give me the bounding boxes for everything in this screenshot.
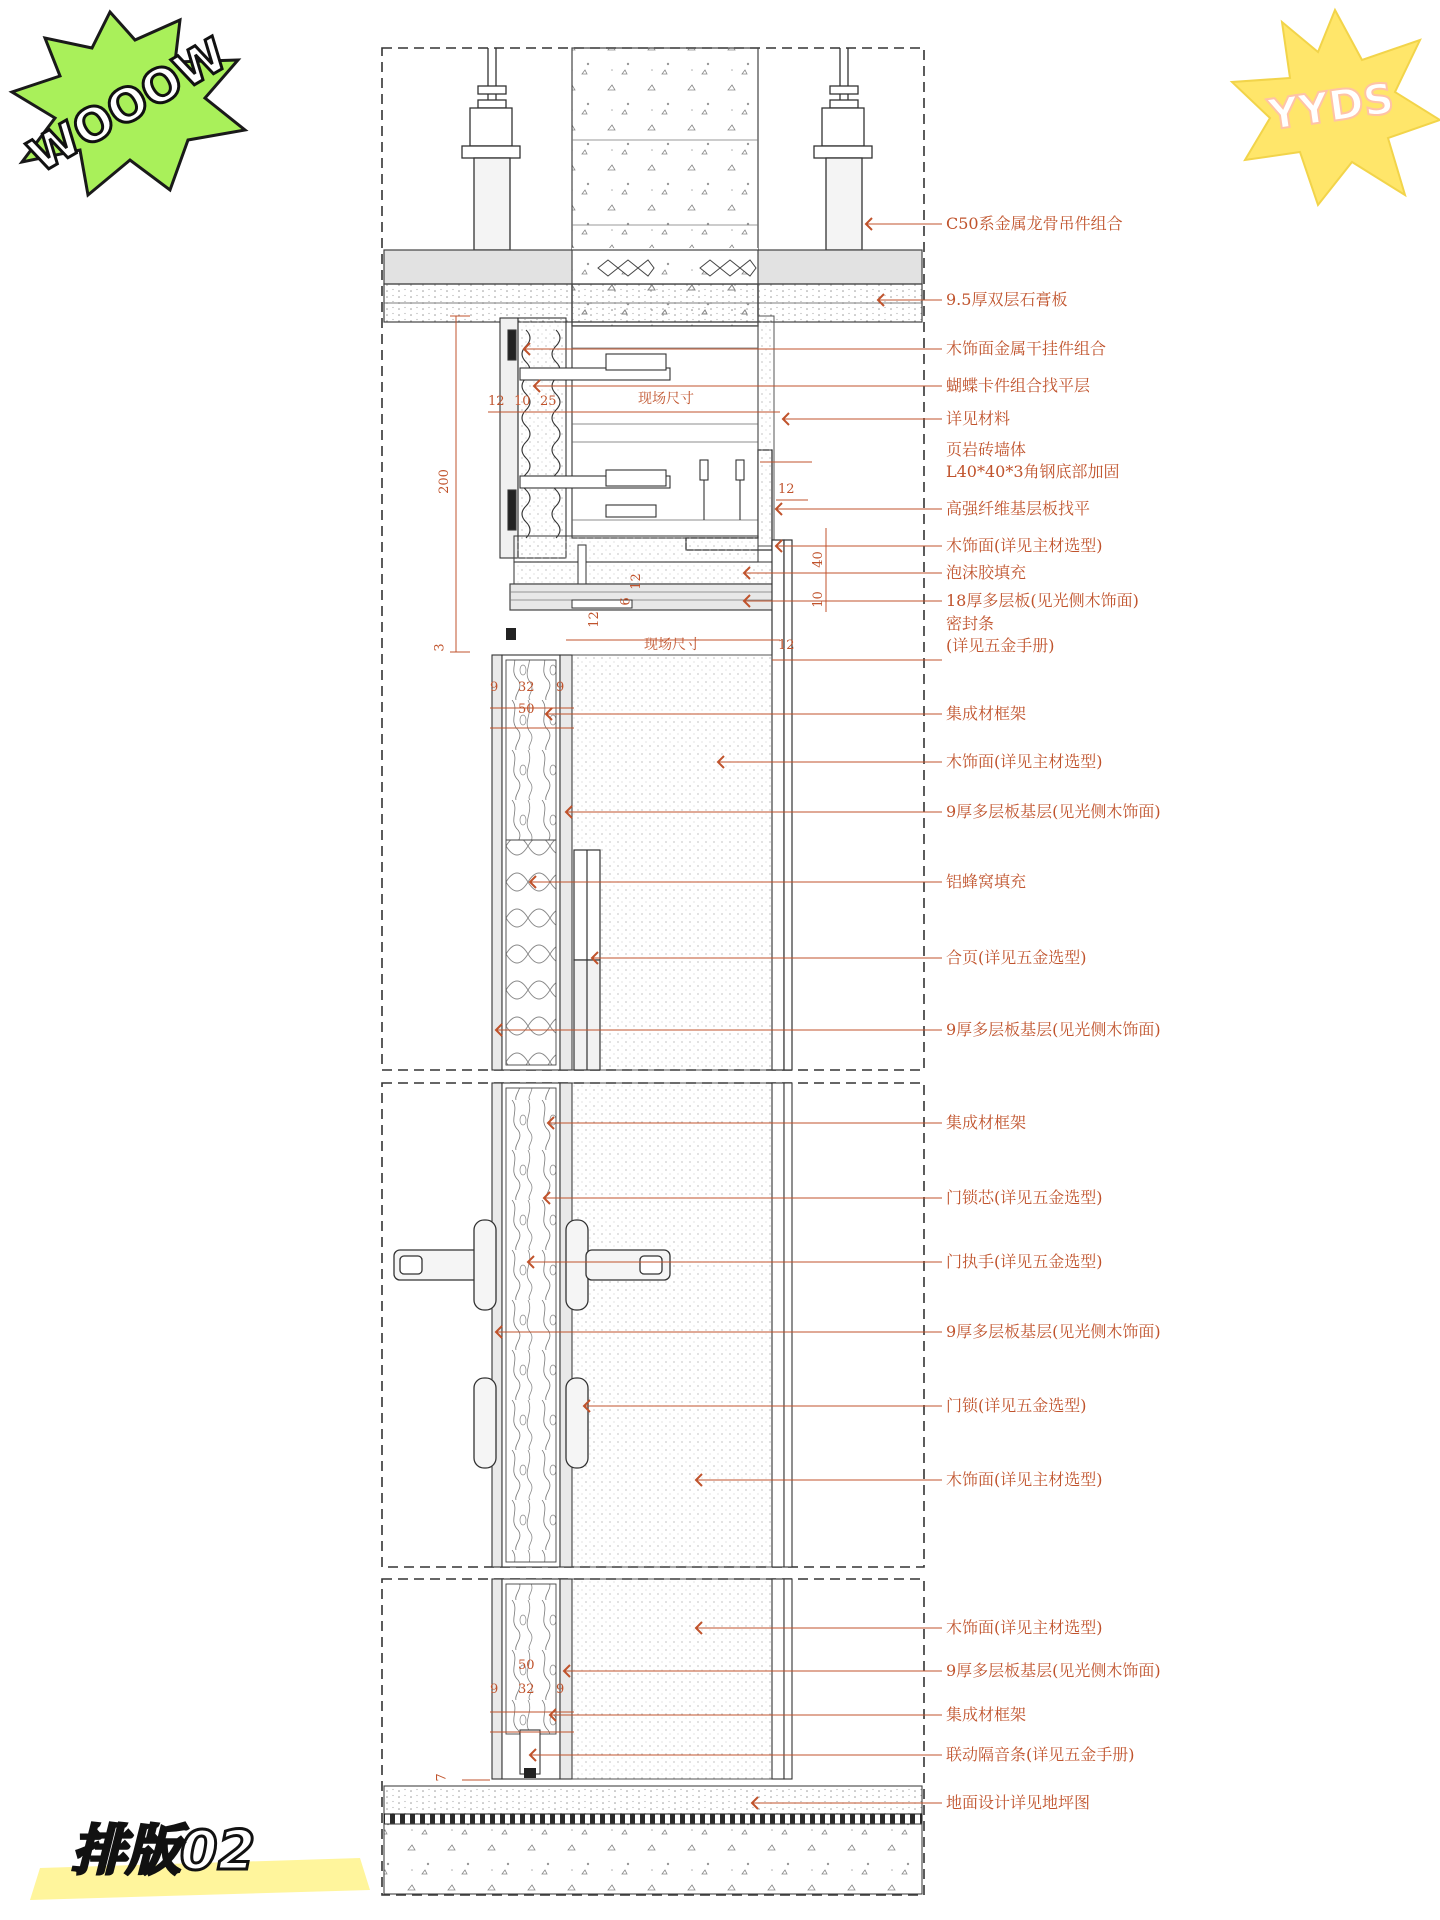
annotation-label: 集成材框架 <box>946 704 1027 723</box>
sealing-strip <box>506 628 516 640</box>
dimension-label: 25 <box>540 394 557 409</box>
annotation-label: 木饰面(详见主材选型) <box>946 752 1103 771</box>
annotation-label: 详见材料 <box>946 409 1011 428</box>
annotation-label: 木饰面(详见主材选型) <box>946 536 1103 555</box>
drop-seal <box>520 1730 540 1774</box>
dimension-label: 200 <box>436 469 452 494</box>
annotation-label: 集成材框架 <box>946 1705 1027 1724</box>
annotation-label: 合页(详见五金选型) <box>946 948 1087 967</box>
annotation-label: 泡沫胶填充 <box>946 563 1027 582</box>
annotation-label: 高强纤维基层板找平 <box>946 499 1091 518</box>
annotation-label: 门锁(详见五金选型) <box>946 1396 1087 1415</box>
dimension-label: 9 <box>490 1682 499 1697</box>
annotation-label: 页岩砖墙体 <box>946 440 1027 459</box>
dimension-label: 9 <box>556 1682 565 1697</box>
door-leaf-middle <box>492 1083 792 1567</box>
annotation-label: C50系金属龙骨吊件组合 <box>946 214 1123 233</box>
dimension-label: 3 <box>432 643 448 652</box>
annotation-label: 木饰面(详见主材选型) <box>946 1618 1103 1637</box>
door-leaf-bottom <box>492 1579 792 1779</box>
annotation-label: 地面设计详见地坪图 <box>946 1793 1091 1812</box>
annotation-label: 木饰面金属干挂件组合 <box>946 339 1107 358</box>
dimension-label: 50 <box>518 1658 535 1673</box>
annotation-label: 18厚多层板(见光侧木饰面) <box>946 591 1139 610</box>
annotation-label: 9.5厚双层石膏板 <box>946 290 1068 309</box>
wooow-sticker-text: WOOOW <box>19 26 236 184</box>
fiber-board <box>514 536 758 562</box>
annotation-label: 蝴蝶卡件组合找平层 <box>946 376 1091 395</box>
annotation-label: 9厚多层板基层(见光侧木饰面) <box>946 1661 1161 1680</box>
annotation-label: 集成材框架 <box>946 1113 1027 1132</box>
foam-fill <box>514 562 774 584</box>
door-leaf-top <box>492 655 772 1070</box>
ceiling-hanger-left <box>462 48 520 250</box>
yyds-sticker-text: YYDS <box>1265 73 1397 140</box>
annotation-label: 铝蜂窝填充 <box>946 872 1027 891</box>
dimension-label: 现场尺寸 <box>644 637 700 653</box>
ceiling-hanger-right <box>814 48 872 250</box>
dimension-label: 7 <box>434 1773 450 1782</box>
annotation-label: 木饰面(详见主材选型) <box>946 1470 1103 1489</box>
layout-label-text: 排版02 <box>72 1819 256 1882</box>
dimension-label: 现场尺寸 <box>638 391 694 407</box>
annotation-label: 9厚多层板基层(见光侧木饰面) <box>946 1322 1161 1341</box>
dimension-label: 12 <box>778 482 795 497</box>
floor-section <box>384 1786 922 1894</box>
annotation-label: 门锁芯(详见五金选型) <box>946 1188 1103 1207</box>
annotation-label: 门执手(详见五金选型) <box>946 1252 1103 1271</box>
annotation-label: 9厚多层板基层(见光侧木饰面) <box>946 802 1161 821</box>
dimension-label: 12 <box>628 573 644 590</box>
annotation-label: 密封条 <box>946 614 995 633</box>
annotation-label: 9厚多层板基层(见光侧木饰面) <box>946 1020 1161 1039</box>
hinge <box>574 850 600 1070</box>
dimension-label: 50 <box>518 702 535 717</box>
annotation-label: 联动隔音条(详见五金手册) <box>946 1745 1135 1764</box>
dimension-label: 10 <box>514 394 531 409</box>
dimension-label: 6 <box>618 597 634 606</box>
dimension-label: 10 <box>810 591 826 608</box>
dimension-label: 9 <box>556 680 565 695</box>
dimension-label: 32 <box>518 680 535 695</box>
dimension-label: 12 <box>778 638 795 653</box>
dimension-label: 9 <box>490 680 499 695</box>
annotation-label: L40*40*3角钢底部加固 <box>946 462 1120 481</box>
dimension-label: 12 <box>586 611 602 628</box>
dimension-label: 12 <box>488 394 505 409</box>
dimension-label: 32 <box>518 1682 535 1697</box>
annotation-label: (详见五金手册) <box>946 636 1055 655</box>
dimension-label: 40 <box>810 551 826 568</box>
